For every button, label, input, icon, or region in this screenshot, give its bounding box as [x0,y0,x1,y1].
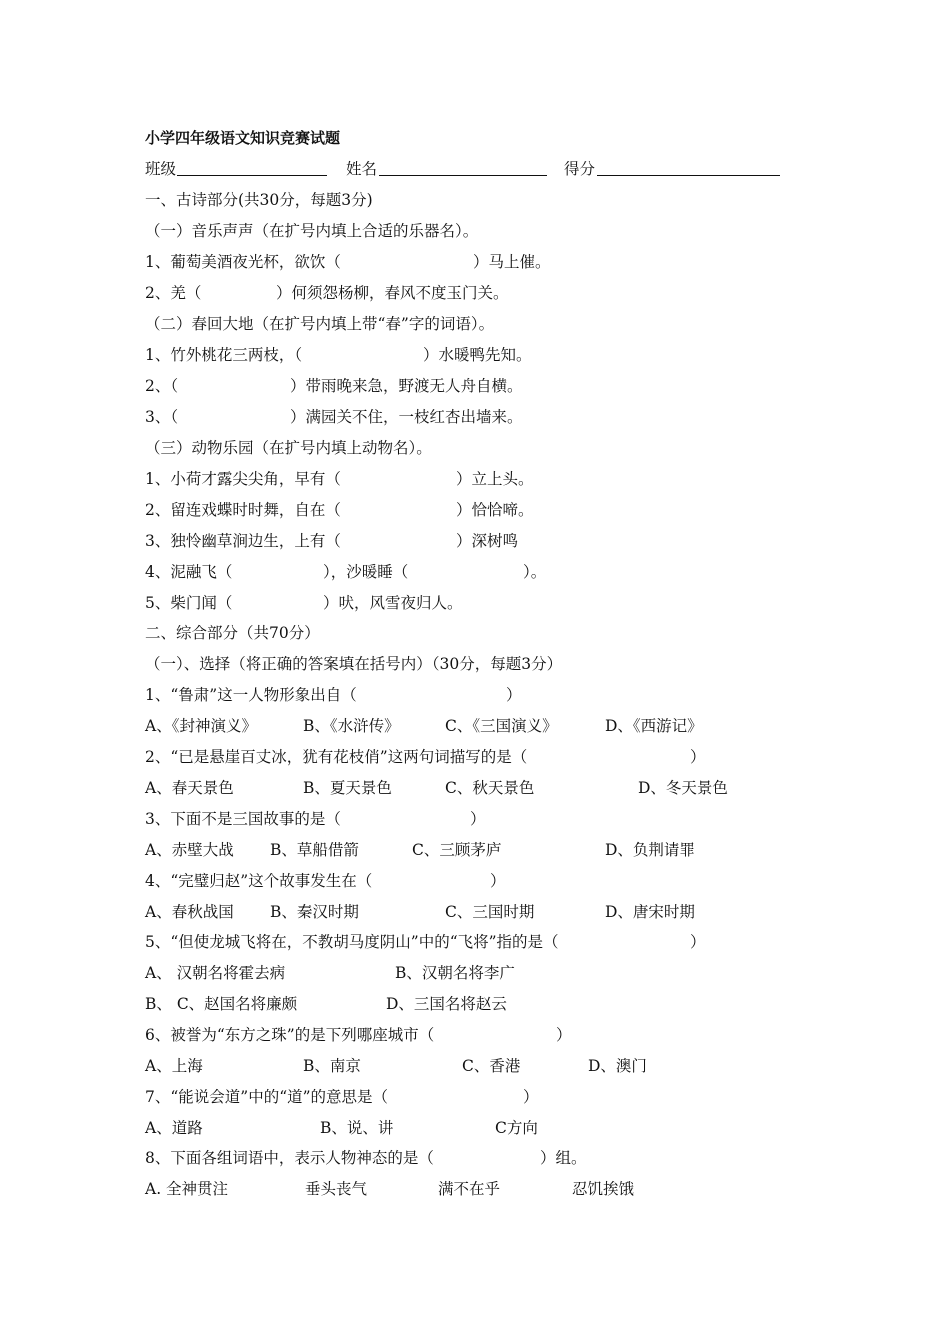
question-text: ）满园关不住，一枝红杏出墙来。 [290,408,523,426]
name-label: 姓名 [346,160,378,178]
option-d: D、澳门 [588,1057,647,1075]
option-c: C、秋天景色 [445,779,535,797]
question-text: 5、“但使龙城飞将在，不教胡马度阴山”中的“飞将”指的是（ [145,933,559,951]
question-text: ）吠，风雪夜归人。 [323,594,463,612]
section-heading: 二、综合部分（共70分） [145,624,320,642]
option-b: B、汉朝名将李广 [395,964,515,982]
class-blank [177,159,327,176]
question-text: ） [490,872,506,890]
question-text: 3、下面不是三国故事的是（ [145,810,341,828]
question-text: 5、柴门闻（ [145,594,233,612]
question-text: 2、留连戏蝶时时舞，自在（ [145,501,341,519]
question-text: 2、（ [145,377,179,395]
option-a: A、赤壁大战 [145,841,234,859]
question-text: 6、被誉为“东方之珠”的是下列哪座城市（ [145,1026,435,1044]
option-d: D、负荆请罪 [605,841,695,859]
question-text: ）何须怨杨柳，春风不度玉门关。 [276,284,509,302]
option-d: D、唐宋时期 [605,903,695,921]
option-c: C、香港 [462,1057,521,1075]
question-text: 3、（ [145,408,179,426]
option-word: 满不在乎 [438,1180,501,1198]
question-text: 1、葡萄美酒夜光杯，欲饮（ [145,253,341,271]
option-d: D、三国名将赵云 [386,995,507,1013]
question-text: ），沙暖睡（ [323,563,409,581]
subsection-heading: （一）音乐声声（在扩号内填上合适的乐器名）。 [145,222,479,240]
option-d: D、冬天景色 [638,779,728,797]
section-heading: 一、古诗部分(共30分，每题3分) [145,191,373,209]
question-text: 1、小荷才露尖尖角，早有（ [145,470,341,488]
option-b: B、秦汉时期 [270,903,359,921]
option-c: C、三国时期 [445,903,535,921]
option-c: B、 C、赵国名将廉颇 [145,995,298,1013]
question-text: ）组。 [540,1149,587,1167]
subsection-heading: （三）动物乐园（在扩号内填上动物名）。 [145,439,432,457]
option-word: A. 全神贯注 [145,1180,229,1198]
option-c: C方向 [495,1119,538,1137]
question-text: 8、下面各组词语中，表示人物神态的是（ [145,1149,434,1167]
option-c: C、三顾茅庐 [412,841,502,859]
question-text: ）。 [523,563,547,581]
question-text: 1、“鲁肃”这一人物形象出自（ [145,686,357,704]
question-text: ）马上催。 [473,253,551,271]
question-text: ） [690,748,706,766]
question-text: ）恰恰啼。 [456,501,534,519]
option-b: B、草船借箭 [270,841,359,859]
option-a: A、 汉朝名将霍去病 [145,964,286,982]
name-blank [379,159,547,176]
question-text: ） [556,1026,572,1044]
option-a: A、春秋战国 [145,903,234,921]
option-a: A、《封神演义》 [145,717,257,735]
option-word: 垂头丧气 [305,1180,368,1198]
score-blank [597,159,780,176]
question-text: 7、“能说会道”中的“道”的意思是（ [145,1088,389,1106]
question-text: ）立上头。 [456,470,534,488]
question-text: ） [470,810,486,828]
question-text: 1、竹外桃花三两枝，（ [145,346,303,364]
option-b: B、夏天景色 [303,779,392,797]
option-a: A、道路 [145,1119,203,1137]
page-title: 小学四年级语文知识竞赛试题 [145,129,341,147]
option-c: C、《三国演义》 [445,717,558,735]
subsection-heading: （二）春回大地（在扩号内填上带“春”字的词语）。 [145,315,495,333]
question-text: 2、羌（ [145,284,202,302]
question-text: ）深树鸣 [456,532,519,550]
question-text: 4、泥融飞（ [145,563,233,581]
option-b: B、说、讲 [320,1119,394,1137]
question-text: 4、“完璧归赵”这个故事发生在（ [145,872,373,890]
score-label: 得分 [564,160,596,178]
question-text: ） [523,1088,539,1106]
option-b: B、《水浒传》 [303,717,400,735]
question-text: ）带雨晚来急，野渡无人舟自横。 [290,377,523,395]
option-a: A、春天景色 [145,779,234,797]
question-text: ）水暖鸭先知。 [423,346,532,364]
question-text: ） [506,686,522,704]
option-a: A、上海 [145,1057,203,1075]
option-b: B、南京 [303,1057,361,1075]
class-label: 班级 [145,160,177,178]
question-text: ） [690,933,706,951]
subsection-heading: （一）、选择（将正确的答案填在括号内）（30分，每题3分） [145,655,563,673]
option-d: D、《西游记》 [605,717,703,735]
question-text: 3、独怜幽草涧边生，上有（ [145,532,341,550]
option-word: 忍饥挨饿 [572,1180,635,1198]
question-text: 2、“已是悬崖百丈冰，犹有花枝俏”这两句词描写的是（ [145,748,528,766]
